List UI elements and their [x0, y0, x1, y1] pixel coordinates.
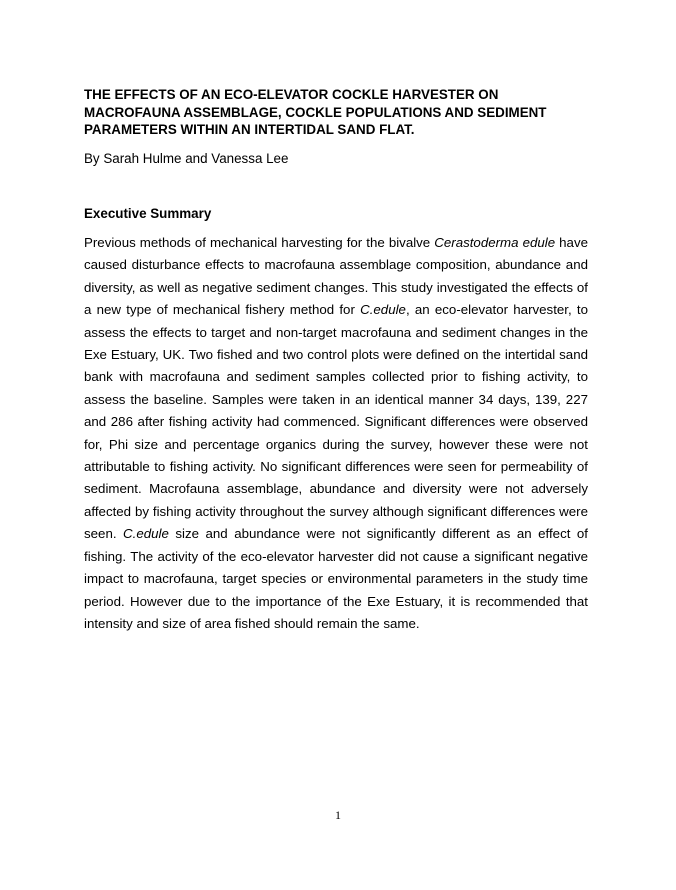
document-title: THE EFFECTS OF AN ECO-ELEVATOR COCKLE HARVESTER ON MACROFAUNA ASSEMBLAGE, COCKLE POPULATIONS AND SEDIMENT PARAMETERS WITHIN AN INTERTIDAL SAND FLAT. [84, 87, 547, 137]
authors-line: By Sarah Hulme and Vanessa Lee [84, 151, 289, 166]
species-name-italic: Cerastoderma edule [434, 235, 556, 250]
summary-text: size and abundance were not significantly different as an effect of fishing. The activity of the eco-elevator harvester did not cause a significant negative impact to macrofauna, target species or environmental parameters in the study time period. However due to the importance of the Exe Estuary, it is recommended that intensity and size of area fished should remain the same. [84, 526, 588, 631]
species-abbrev-italic: C.edule [123, 526, 169, 542]
executive-summary-paragraph [84, 232, 588, 635]
summary-text: have caused disturbance effects to macrofauna assemblage composition, abundance and diversity, as well as negative sediment changes. This study investigated the effects of a new type of mechanical fishery method for [84, 235, 588, 318]
page-number: 1 [335, 808, 341, 822]
section-heading: Executive Summary [84, 206, 212, 221]
summary-text: Previous methods of mechanical harvesting for the bivalve [84, 235, 435, 250]
species-abbrev-italic: C.edule [360, 302, 406, 318]
summary-text: , an eco-elevator harvester, to assess the effects to target and non-target macrofauna and sediment changes in the Exe Estuary, UK. Two fished and two control plots were defined on the intertidal sand bank with macrofauna and sediment samples collected prior to fishing activity, to assess the baseline. Samples were taken in an identical manner 34 days, 139, 227 and 286 after fishing activity had commenced. Significant differences were observed for, Phi size and percentage organics during the survey, however these were not attributable to fishing activity. No significant differences were seen for permeability of sediment. Macrofauna assemblage, abundance and diversity were not adversely affected by fishing activity throughout the survey although significant differences were seen. [84, 302, 588, 542]
